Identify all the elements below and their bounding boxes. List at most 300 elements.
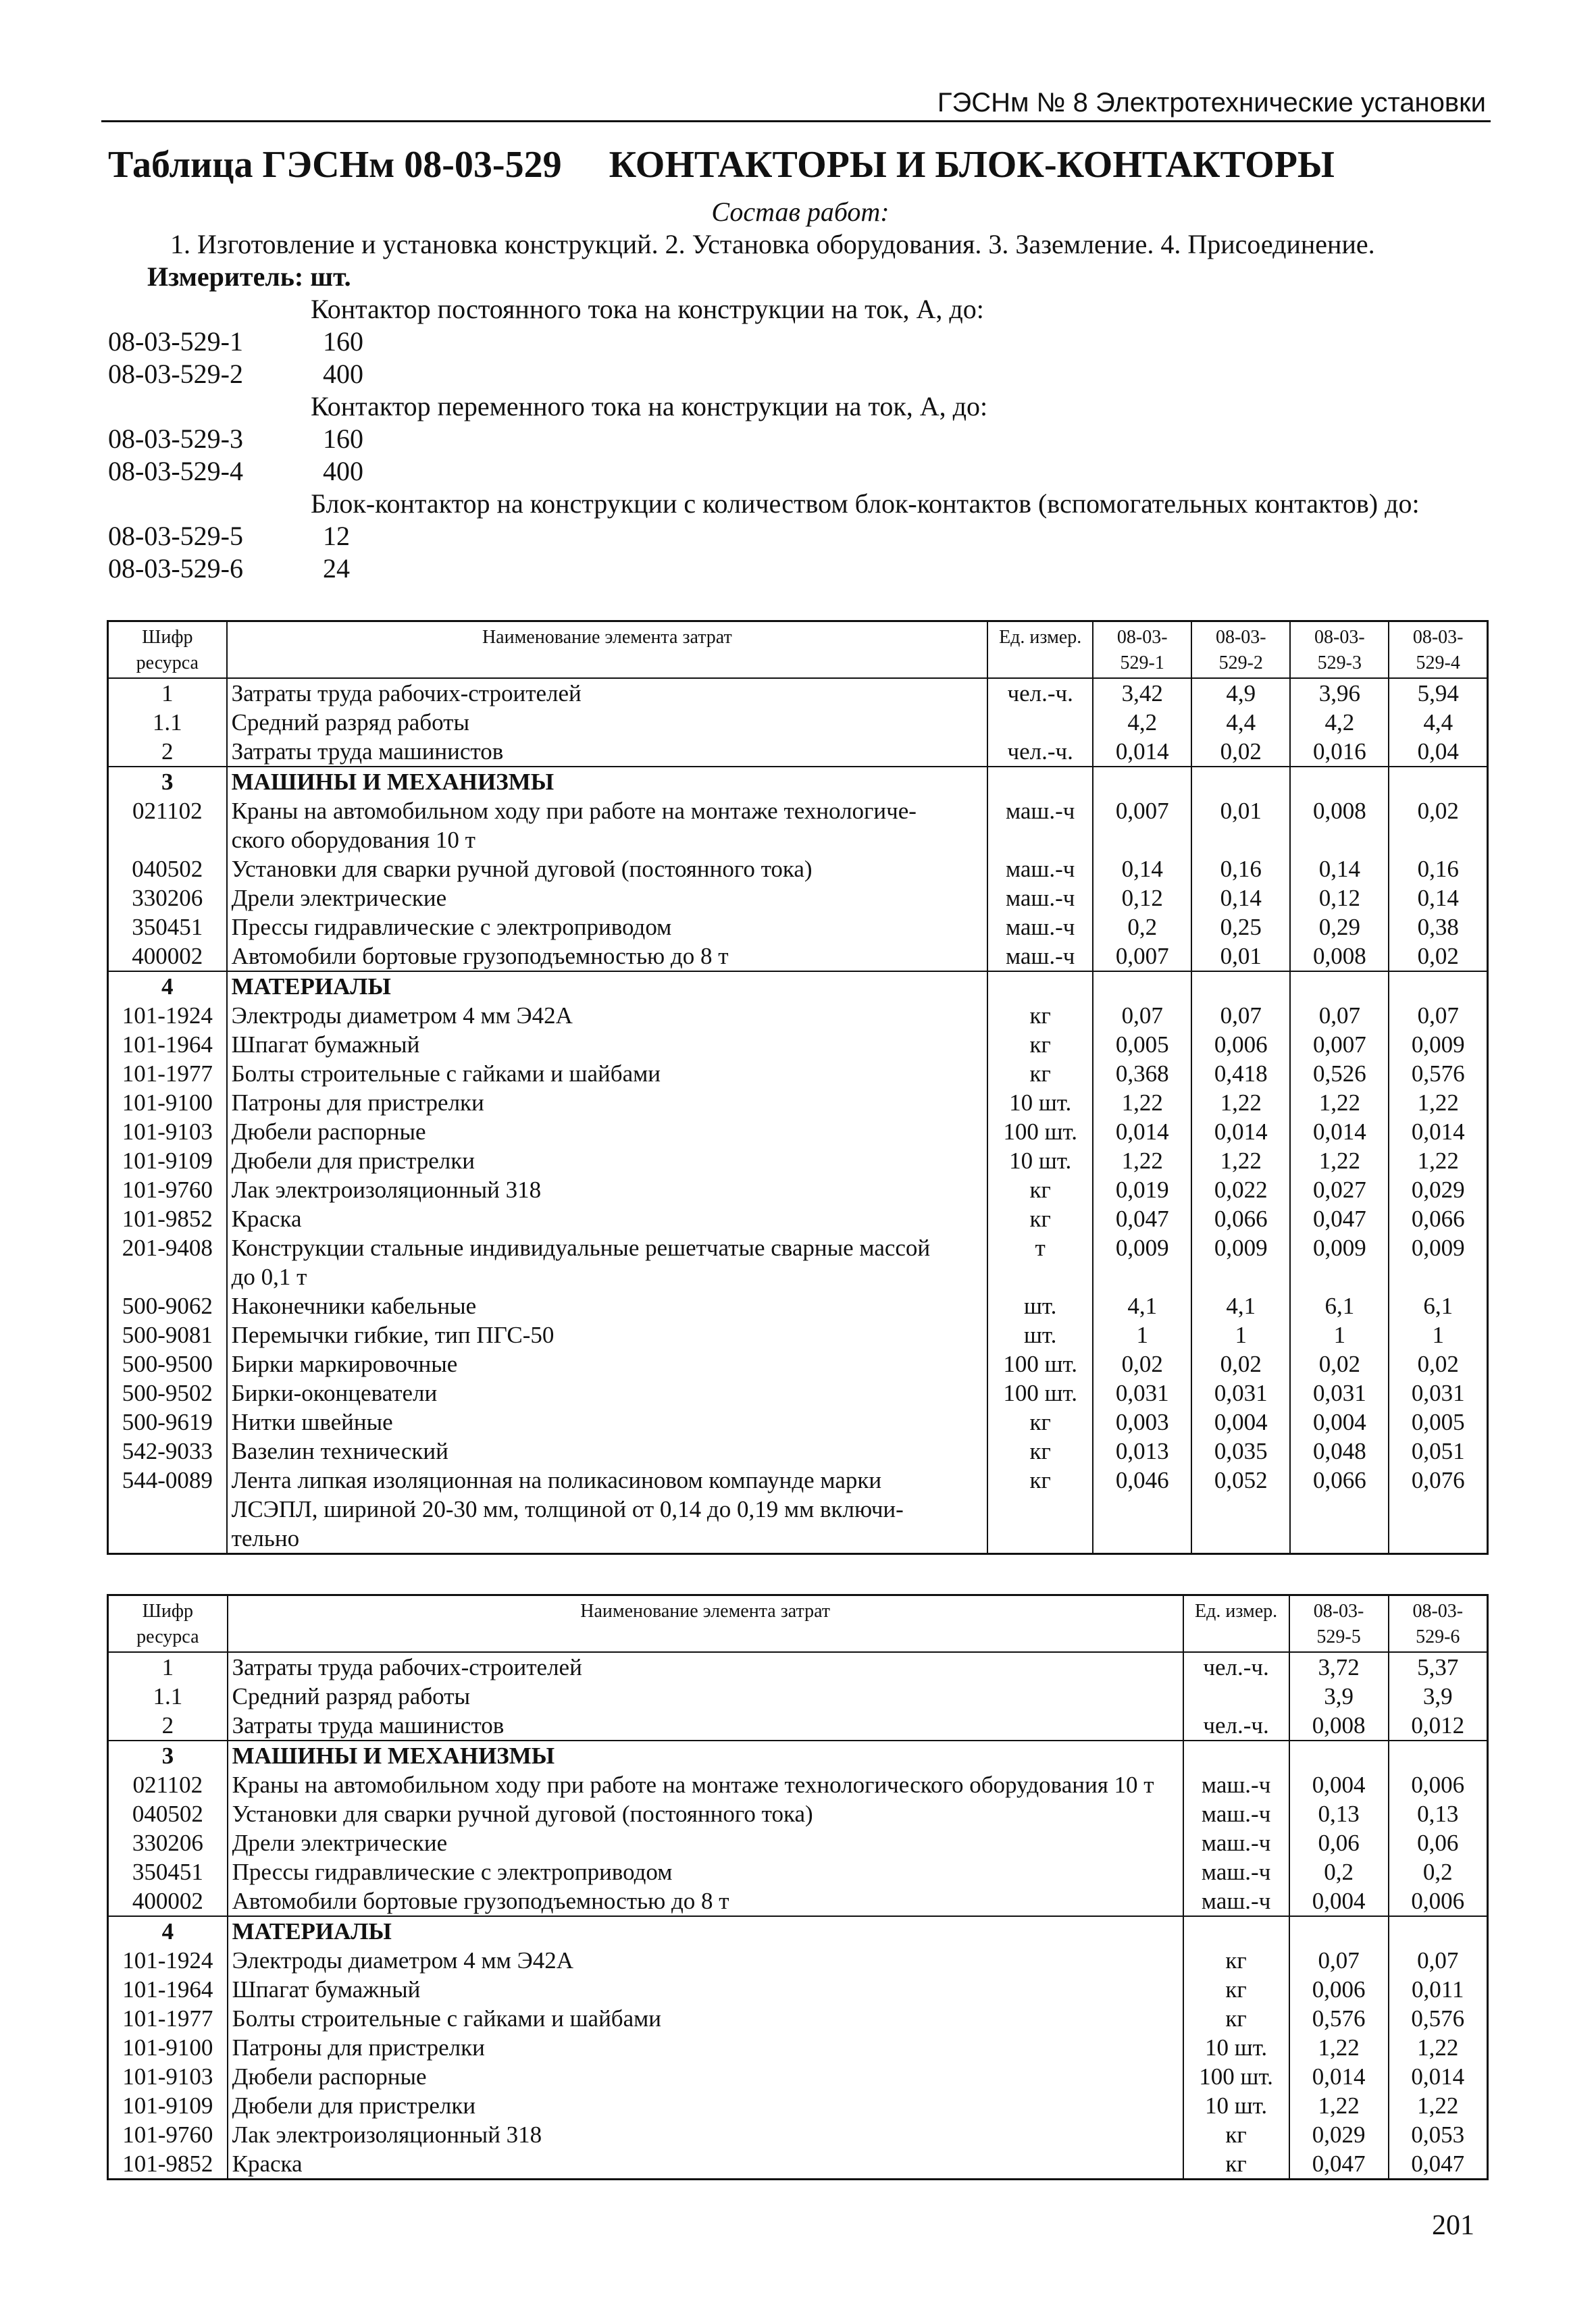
table-row — [108, 1408, 1488, 1437]
resource-name-line: Вазелин технический — [231, 1438, 448, 1464]
table-row — [108, 1030, 1488, 1059]
resource-name — [228, 1828, 1183, 1857]
table-row — [108, 1828, 1488, 1857]
resource-name-line: Установки для сварки ручной дуговой (постоянного тока) — [232, 1801, 813, 1827]
table-row — [108, 1059, 1488, 1088]
table-row — [108, 1946, 1488, 1975]
norm-value: 0,014 — [1389, 2062, 1488, 2091]
resource-code: 500-9081 — [108, 1320, 227, 1349]
norm-value: 0,16 — [1191, 854, 1290, 883]
resource-name — [227, 912, 988, 942]
resource-name-line: Автомобили бортовые грузоподъемностью до 8 т — [231, 943, 729, 969]
norm-value: 3,42 — [1093, 678, 1191, 708]
table-row — [108, 678, 1488, 708]
composition-text: 1. Изготовление и установка конструкций. 2. Установка оборудования. 3. Заземление. 4. Присоединение. — [170, 229, 1375, 259]
resource-name-line: Дюбели для пристрелки — [232, 2092, 476, 2119]
table-row — [108, 942, 1488, 971]
norm-value: 0,008 — [1289, 1711, 1389, 1741]
resource-code: 350451 — [108, 912, 227, 942]
table-row — [108, 2091, 1488, 2120]
norm-value: 0,006 — [1389, 1886, 1488, 1916]
resource-name-line: Автомобили бортовые грузоподъемностью до 8 т — [232, 1888, 729, 1914]
resource-name — [228, 2004, 1183, 2033]
resource-name — [227, 971, 988, 1001]
resource-name — [227, 1408, 988, 1437]
unit: кг — [1183, 1946, 1289, 1975]
norm-value: 1,22 — [1389, 2033, 1488, 2062]
norm-value: 0,14 — [1290, 854, 1389, 883]
norm-value: 1 — [1389, 1320, 1487, 1349]
resource-name — [228, 1886, 1183, 1916]
unit: маш.-ч — [1183, 1828, 1289, 1857]
meter-label: Измеритель: шт. — [147, 261, 351, 292]
resource-name — [228, 2120, 1183, 2149]
resource-name — [227, 1349, 988, 1379]
resource-name — [227, 796, 988, 854]
table-row — [108, 1886, 1488, 1916]
resource-name — [227, 1146, 988, 1175]
norm-value: 0,052 — [1191, 1466, 1290, 1554]
norm-value: 0,031 — [1389, 1379, 1487, 1408]
unit: чел.-ч. — [987, 737, 1093, 767]
header-col: 08-03- 529-5 — [1289, 1595, 1389, 1653]
norm-value: 0,009 — [1093, 1233, 1191, 1291]
norm-value: 0,526 — [1290, 1059, 1389, 1088]
resource-name-line: МАТЕРИАЛЫ — [232, 1918, 392, 1945]
norm-value: 0,009 — [1389, 1030, 1487, 1059]
resource-name-line: МАШИНЫ И МЕХАНИЗМЫ — [231, 769, 555, 795]
resource-name-line: Лак электроизоляционный 318 — [232, 2122, 542, 2148]
norm-value: 0,014 — [1191, 1117, 1290, 1146]
table-row — [108, 2033, 1488, 2062]
table-row — [108, 1379, 1488, 1408]
section-row — [108, 1741, 1488, 1770]
resource-code: 1.1 — [108, 708, 227, 737]
norm-value: 0,022 — [1191, 1175, 1290, 1204]
norm-value: 0,06 — [1389, 1828, 1488, 1857]
unit: шт. — [987, 1320, 1093, 1349]
norm-value: 0,07 — [1289, 1946, 1389, 1975]
norm-value: 0,02 — [1290, 1349, 1389, 1379]
norm-value: 0,014 — [1093, 737, 1191, 767]
norm-value: 0,07 — [1290, 1001, 1389, 1030]
unit: маш.-ч — [987, 854, 1093, 883]
resource-name — [227, 1117, 988, 1146]
norm-value: 0,029 — [1289, 2120, 1389, 2149]
resource-name-line: Электроды диаметром 4 мм Э42А — [232, 1947, 573, 1974]
table-row — [108, 1437, 1488, 1466]
norm-value: 0,066 — [1290, 1466, 1389, 1554]
norm-value: 0,013 — [1093, 1437, 1191, 1466]
header-col: 08-03- 529-6 — [1389, 1595, 1488, 1653]
resource-code: 101-9760 — [108, 2120, 228, 2149]
table-row — [108, 1770, 1488, 1799]
unit: маш.-ч — [1183, 1886, 1289, 1916]
norm-value: 0,12 — [1290, 883, 1389, 912]
resource-name-line: Электроды диаметром 4 мм Э42А — [231, 1002, 573, 1029]
resource-name — [227, 737, 988, 767]
norm-value: 1,22 — [1191, 1146, 1290, 1175]
resource-code: 101-1924 — [108, 1001, 227, 1030]
resource-name-line: ЛСЭПЛ, шириной 20-30 мм, толщиной от 0,14 до 0,19 мм включи- — [231, 1496, 904, 1522]
resource-name — [228, 1682, 1183, 1711]
resource-code: 500-9502 — [108, 1379, 227, 1408]
resource-code: 500-9062 — [108, 1291, 227, 1320]
norm-value: 4,1 — [1093, 1291, 1191, 1320]
resource-name-line: Дюбели для пристрелки — [231, 1148, 475, 1174]
resource-name-line: Затраты труда машинистов — [231, 738, 504, 765]
norm-value: 0,06 — [1289, 1828, 1389, 1857]
resource-code: 101-1977 — [108, 2004, 228, 2033]
unit: кг — [987, 1408, 1093, 1437]
table-header-row — [108, 1595, 1488, 1653]
unit — [1183, 1741, 1289, 1770]
resource-name-line: Краска — [232, 2151, 303, 2177]
resource-code: 400002 — [108, 942, 227, 971]
resource-name-line: Дрели электрические — [232, 1830, 448, 1856]
resource-code: 021102 — [108, 796, 227, 854]
table-row — [108, 1857, 1488, 1886]
resource-code: 4 — [108, 971, 227, 1001]
norm-value — [1389, 971, 1487, 1001]
resource-name — [228, 2091, 1183, 2120]
resource-code: 500-9619 — [108, 1408, 227, 1437]
resource-name — [227, 942, 988, 971]
table-row — [108, 1682, 1488, 1711]
unit: кг — [1183, 2120, 1289, 2149]
norm-value: 3,96 — [1290, 678, 1389, 708]
resource-name-line: МАТЕРИАЛЫ — [231, 973, 391, 1000]
norm-code: 08-03-529-2 — [108, 359, 243, 389]
resource-name-line: МАШИНЫ И МЕХАНИЗМЫ — [232, 1743, 555, 1769]
running-header: ГЭСНм № 8 Электротехнические установки — [937, 88, 1486, 118]
unit: кг — [987, 1175, 1093, 1204]
norm-value: 12 — [323, 521, 350, 551]
norm-value — [1290, 971, 1389, 1001]
resource-code: 400002 — [108, 1886, 228, 1916]
section-row — [108, 971, 1488, 1001]
header-col: 08-03- 529-4 — [1389, 621, 1487, 679]
norm-value: 0,027 — [1290, 1175, 1389, 1204]
norm-value: 0,031 — [1191, 1379, 1290, 1408]
resource-name-line: Перемычки гибкие, тип ПГС-50 — [231, 1322, 555, 1348]
norm-value — [1289, 1741, 1389, 1770]
norm-value: 0,07 — [1389, 1001, 1487, 1030]
resource-code: 040502 — [108, 854, 227, 883]
resource-name-line: Краска — [231, 1206, 302, 1232]
resource-name-line: Краны на автомобильном ходу при работе на монтаже технологиче- — [231, 798, 917, 824]
table-row — [108, 796, 1488, 854]
group-heading: Контактор переменного тока на конструкции на ток, А, до: — [311, 391, 988, 421]
norm-value: 0,014 — [1289, 2062, 1389, 2091]
norm-value: 160 — [323, 326, 363, 357]
resource-code: 2 — [108, 737, 227, 767]
resource-name-line: до 0,1 т — [231, 1264, 307, 1290]
resource-name-line: Болты строительные с гайками и шайбами — [232, 2005, 662, 2032]
header-col: 08-03- 529-3 — [1290, 621, 1389, 679]
norm-value — [1093, 971, 1191, 1001]
norm-value: 0,13 — [1389, 1799, 1488, 1828]
resource-name-line: Лента липкая изоляционная на поликасиновом компаунде марки — [231, 1467, 882, 1493]
norm-value: 0,2 — [1093, 912, 1191, 942]
norm-value: 1 — [1191, 1320, 1290, 1349]
resource-name — [227, 1320, 988, 1349]
resource-name — [228, 1975, 1183, 2004]
resource-name — [227, 1466, 988, 1554]
header-unit: Ед. измер. — [1183, 1595, 1289, 1653]
unit: кг — [987, 1466, 1093, 1554]
resource-name-line: Затраты труда рабочих-строителей — [232, 1654, 582, 1680]
resource-name — [227, 1379, 988, 1408]
resource-name — [228, 1741, 1183, 1770]
resource-code: 544-0089 — [108, 1466, 227, 1554]
section-row — [108, 767, 1488, 796]
resource-code: 101-1964 — [108, 1030, 227, 1059]
table-row — [108, 1175, 1488, 1204]
norm-value: 0,005 — [1389, 1408, 1487, 1437]
norm-code: 08-03-529-6 — [108, 553, 243, 584]
resource-name — [227, 1088, 988, 1117]
norm-value: 1,22 — [1389, 1088, 1487, 1117]
norm-value: 0,051 — [1389, 1437, 1487, 1466]
norm-value: 0,007 — [1290, 1030, 1389, 1059]
header-col: 08-03- 529-1 — [1093, 621, 1191, 679]
norm-value: 0,14 — [1093, 854, 1191, 883]
resource-name-line: Шпагат бумажный — [231, 1031, 420, 1058]
resource-name-line: Болты строительные с гайками и шайбами — [231, 1060, 661, 1087]
resource-code: 101-9760 — [108, 1175, 227, 1204]
norm-value: 400 — [323, 359, 363, 389]
table-name: КОНТАКТОРЫ И БЛОК-КОНТАКТОРЫ — [609, 144, 1335, 186]
norm-value: 3,9 — [1389, 1682, 1488, 1711]
norm-value: 0,16 — [1389, 854, 1487, 883]
norm-code: 08-03-529-4 — [108, 456, 243, 486]
norm-value: 1 — [1093, 1320, 1191, 1349]
norm-value: 0,066 — [1389, 1204, 1487, 1233]
norm-value: 0,02 — [1389, 1349, 1487, 1379]
resource-code: 500-9500 — [108, 1349, 227, 1379]
unit: маш.-ч — [1183, 1770, 1289, 1799]
norm-value — [1389, 1916, 1488, 1946]
norm-value: 0,2 — [1289, 1857, 1389, 1886]
unit: маш.-ч — [987, 912, 1093, 942]
unit: 100 шт. — [987, 1349, 1093, 1379]
norm-value: 0,07 — [1093, 1001, 1191, 1030]
table-row — [108, 1146, 1488, 1175]
norm-value: 0,25 — [1191, 912, 1290, 942]
header-col: 08-03- 529-2 — [1191, 621, 1290, 679]
norm-value: 0,066 — [1191, 1204, 1290, 1233]
norm-value: 0,047 — [1290, 1204, 1389, 1233]
norm-value: 0,006 — [1191, 1030, 1290, 1059]
norm-value: 0,014 — [1290, 1117, 1389, 1146]
norm-value: 0,009 — [1389, 1233, 1487, 1291]
norm-value: 5,37 — [1389, 1652, 1488, 1682]
resource-name — [228, 1770, 1183, 1799]
norm-value — [1191, 767, 1290, 796]
unit: кг — [1183, 2149, 1289, 2180]
norm-value: 0,02 — [1093, 1349, 1191, 1379]
table-row — [108, 1466, 1488, 1554]
norm-value: 3,9 — [1289, 1682, 1389, 1711]
resource-name-line: Лак электроизоляционный 318 — [231, 1177, 542, 1203]
resource-name — [227, 1030, 988, 1059]
unit — [987, 767, 1093, 796]
resource-name — [227, 883, 988, 912]
norm-value: 0,035 — [1191, 1437, 1290, 1466]
unit: чел.-ч. — [1183, 1711, 1289, 1741]
resource-code: 101-9100 — [108, 1088, 227, 1117]
norm-value: 0,576 — [1389, 1059, 1487, 1088]
group-heading: Контактор постоянного тока на конструкции на ток, А, до: — [311, 294, 984, 324]
norm-value: 0,07 — [1191, 1001, 1290, 1030]
norm-value: 0,011 — [1389, 1975, 1488, 2004]
unit: кг — [1183, 2004, 1289, 2033]
norm-value: 0,576 — [1289, 2004, 1389, 2033]
unit: 10 шт. — [1183, 2091, 1289, 2120]
resource-code: 3 — [108, 1741, 228, 1770]
page-title — [108, 143, 1335, 186]
resource-code: 4 — [108, 1916, 228, 1946]
norm-value: 0,006 — [1289, 1975, 1389, 2004]
resource-name-line: Конструкции стальные индивидуальные решетчатые сварные массой — [231, 1235, 931, 1261]
resource-name — [227, 854, 988, 883]
norm-value: 0,031 — [1290, 1379, 1389, 1408]
norm-value: 0,004 — [1191, 1408, 1290, 1437]
norm-value: 0,008 — [1290, 796, 1389, 854]
norm-value: 160 — [323, 423, 363, 454]
unit: маш.-ч — [1183, 1799, 1289, 1828]
norm-value: 0,003 — [1093, 1408, 1191, 1437]
unit: кг — [987, 1204, 1093, 1233]
resource-code: 021102 — [108, 1770, 228, 1799]
resource-code: 101-9100 — [108, 2033, 228, 2062]
norm-value: 0,14 — [1389, 883, 1487, 912]
resource-name-line: Затраты труда рабочих-строителей — [231, 680, 582, 706]
resource-name-line: Прессы гидравлические с электроприводом — [232, 1859, 673, 1885]
table-header-row — [108, 621, 1488, 679]
norm-value: 0,04 — [1389, 737, 1487, 767]
resource-code: 330206 — [108, 1828, 228, 1857]
resource-code: 101-9103 — [108, 1117, 227, 1146]
resource-name — [227, 1233, 988, 1291]
resource-name-line: Наконечники кабельные — [231, 1293, 477, 1319]
norm-value: 6,1 — [1389, 1291, 1487, 1320]
resource-name-line: Краны на автомобильном ходу при работе на монтаже технологического оборудования 10 т — [232, 1772, 1154, 1798]
norm-value — [1389, 1741, 1488, 1770]
norm-value: 0,004 — [1289, 1770, 1389, 1799]
resource-name-line: Затраты труда машинистов — [232, 1712, 505, 1739]
resource-name-line: Бирки маркировочные — [231, 1351, 458, 1377]
unit — [1183, 1682, 1289, 1711]
table-row — [108, 1349, 1488, 1379]
table-row — [108, 854, 1488, 883]
norm-value: 1,22 — [1191, 1088, 1290, 1117]
norm-value: 3,72 — [1289, 1652, 1389, 1682]
page-number: 201 — [1432, 2210, 1474, 2241]
resource-name-line: Нитки швейные — [231, 1409, 393, 1435]
norm-value — [1389, 767, 1487, 796]
norm-value: 4,4 — [1389, 708, 1487, 737]
norm-value: 0,02 — [1389, 942, 1487, 971]
norm-value: 0,2 — [1389, 1857, 1488, 1886]
resource-table-1 — [107, 620, 1489, 1555]
norm-value: 0,047 — [1093, 1204, 1191, 1233]
resource-code: 1 — [108, 678, 227, 708]
norm-value: 4,1 — [1191, 1291, 1290, 1320]
unit: кг — [987, 1059, 1093, 1088]
unit: чел.-ч. — [1183, 1652, 1289, 1682]
norm-value: 0,418 — [1191, 1059, 1290, 1088]
norm-value: 0,029 — [1389, 1175, 1487, 1204]
resource-code: 201-9408 — [108, 1233, 227, 1291]
norm-value: 5,94 — [1389, 678, 1487, 708]
table-row — [108, 1799, 1488, 1828]
table-row — [108, 708, 1488, 737]
table-row — [108, 1711, 1488, 1741]
unit: кг — [987, 1437, 1093, 1466]
resource-name — [228, 1857, 1183, 1886]
resource-name — [228, 1916, 1183, 1946]
norm-value: 0,007 — [1093, 942, 1191, 971]
header-name: Наименование элемента затрат — [227, 621, 988, 679]
table-row — [108, 912, 1488, 942]
table-row — [108, 2149, 1488, 2180]
table-row — [108, 1233, 1488, 1291]
norm-code: 08-03-529-5 — [108, 521, 243, 551]
norm-value: 0,016 — [1290, 737, 1389, 767]
resource-code: 101-1977 — [108, 1059, 227, 1088]
table-row — [108, 1652, 1488, 1682]
resource-name — [228, 1946, 1183, 1975]
header-name: Наименование элемента затрат — [228, 1595, 1183, 1653]
norm-value: 6,1 — [1290, 1291, 1389, 1320]
resource-name-line: ского оборудования 10 т — [231, 827, 475, 853]
resource-code: 350451 — [108, 1857, 228, 1886]
resource-code: 3 — [108, 767, 227, 796]
norm-value: 1,22 — [1093, 1146, 1191, 1175]
norm-value: 0,009 — [1290, 1233, 1389, 1291]
table-row — [108, 737, 1488, 767]
norm-value: 0,019 — [1093, 1175, 1191, 1204]
norm-value: 0,053 — [1389, 2120, 1488, 2149]
table-row — [108, 2062, 1488, 2091]
unit: маш.-ч — [987, 883, 1093, 912]
unit: 10 шт. — [987, 1088, 1093, 1117]
norm-value: 0,047 — [1289, 2149, 1389, 2180]
resource-name — [227, 1001, 988, 1030]
resource-table-2 — [107, 1594, 1489, 2180]
unit: 10 шт. — [1183, 2033, 1289, 2062]
header-rule — [101, 120, 1491, 122]
norm-value: 4,2 — [1093, 708, 1191, 737]
norm-value: 0,14 — [1191, 883, 1290, 912]
resource-name-line: Средний разряд работы — [231, 709, 469, 736]
norm-value: 1,22 — [1289, 2091, 1389, 2120]
norm-value: 24 — [323, 553, 350, 584]
resource-code: 101-9109 — [108, 2091, 228, 2120]
unit — [987, 971, 1093, 1001]
unit: кг — [1183, 1975, 1289, 2004]
resource-name-line: тельно — [231, 1525, 300, 1551]
resource-name — [228, 2149, 1183, 2180]
table-row — [108, 1001, 1488, 1030]
norm-value: 0,02 — [1389, 796, 1487, 854]
norm-value: 0,009 — [1191, 1233, 1290, 1291]
norm-value: 1,22 — [1290, 1146, 1389, 1175]
header-unit: Ед. измер. — [987, 621, 1093, 679]
norm-value: 0,12 — [1093, 883, 1191, 912]
